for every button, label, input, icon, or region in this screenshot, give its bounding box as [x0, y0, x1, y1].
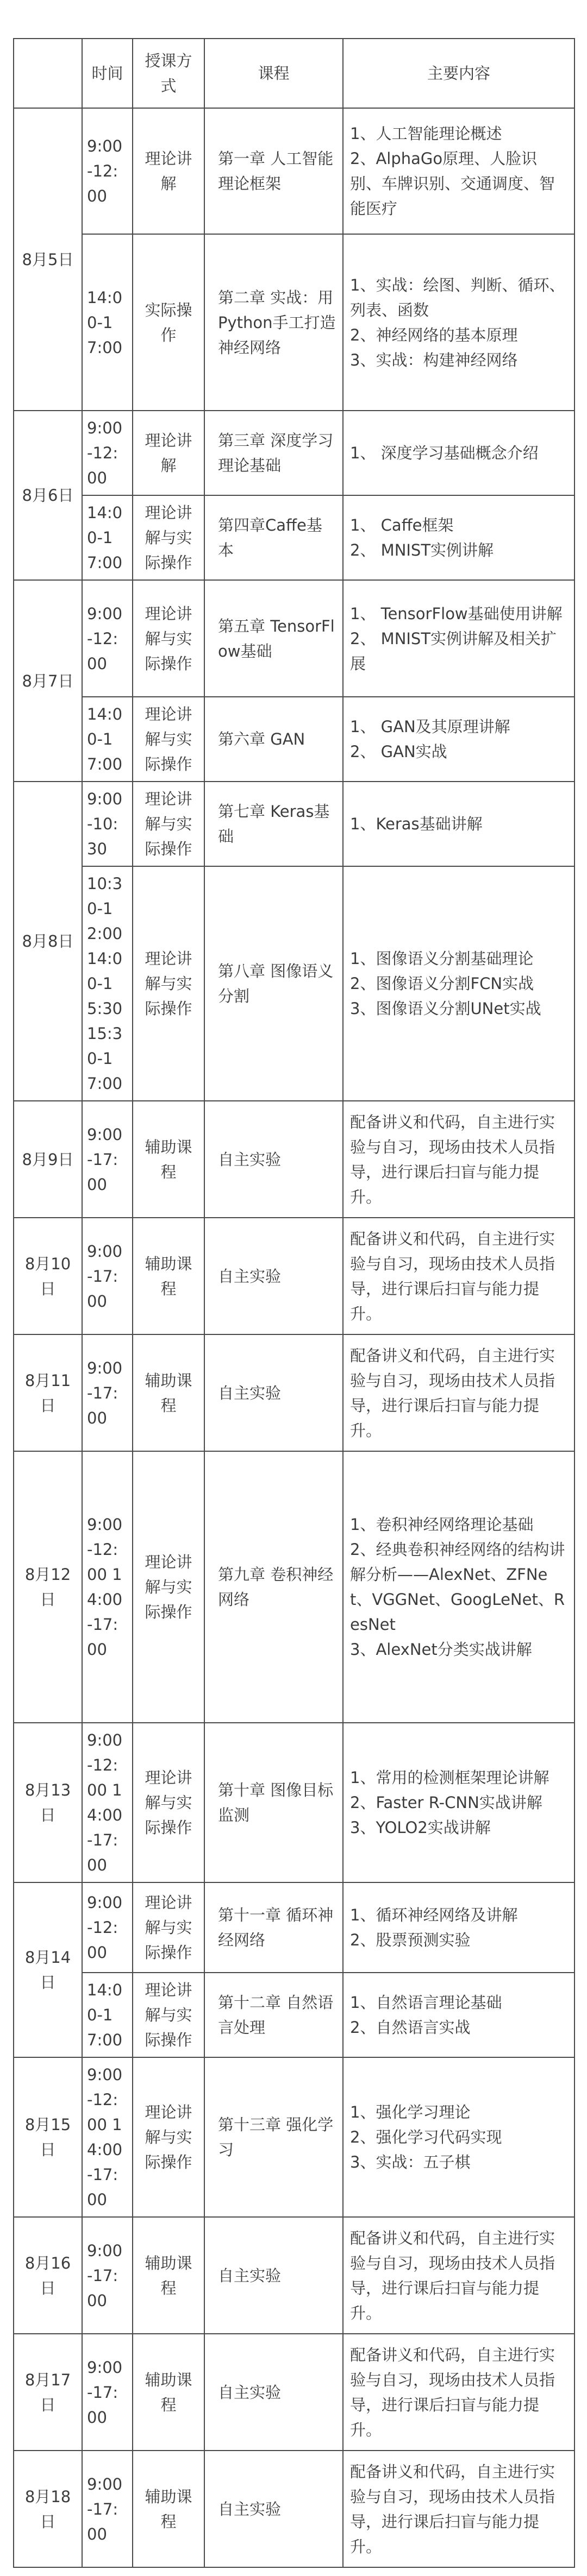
table-row [14, 1451, 574, 1723]
method-cell: 实际操作 [133, 234, 204, 411]
content-cell [343, 1882, 574, 1973]
method-cell: 理论讲解 [133, 411, 204, 495]
method-cell: 辅助课程 [133, 2217, 204, 2334]
table-row [14, 1723, 574, 1882]
date-cell: 8月10日 [14, 1218, 82, 1334]
table-row [14, 2451, 574, 2567]
content-cell [343, 234, 574, 411]
table-row [14, 1882, 574, 1973]
content-line: 1、 Caffe框架 [350, 516, 454, 534]
content-cell [343, 2451, 574, 2567]
content-cell [343, 2057, 574, 2217]
date-cell: 8月12日 [14, 1451, 82, 1723]
time-cell: 9:00-17:00 [82, 1334, 133, 1451]
content-line: 2、自然语言实战 [350, 2018, 471, 2037]
time-cell: 9:00-17:00 [82, 2217, 133, 2334]
table-row [14, 1218, 574, 1334]
content-line: 1、人工智能理论概述 [350, 124, 502, 143]
time-cell: 9:00-17:00 [82, 2334, 133, 2451]
course-cell: 自主实验 [204, 1334, 343, 1451]
content-cell [343, 1101, 574, 1218]
content-line: 配备讲义和代码，自主进行实验与自习，现场由技术人员指导，进行课后扫盲与能力提升。 [350, 1229, 555, 1323]
table-row [14, 495, 574, 580]
content-line: 2、AlphaGo原理、人脸识别、车牌识别、交通调度、智能医疗 [350, 149, 555, 218]
table-row [14, 1101, 574, 1218]
date-cell: 8月7日 [14, 580, 82, 782]
course-cell: 第十章 图像目标监测 [204, 1723, 343, 1882]
time-cell: 14:00-17:00 [82, 1973, 133, 2057]
header-time: 时间 [82, 39, 133, 108]
course-cell: 自主实验 [204, 2334, 343, 2451]
table-row [14, 1334, 574, 1451]
content-cell [343, 1723, 574, 1882]
date-cell: 8月6日 [14, 411, 82, 580]
course-cell: 自主实验 [204, 1101, 343, 1218]
schedule-table [13, 38, 575, 2568]
course-cell: 第七章 Keras基础 [204, 782, 343, 866]
table-row [14, 2334, 574, 2451]
course-cell: 第五章 TensorFlow基础 [204, 580, 343, 697]
content-cell [343, 1451, 574, 1723]
content-cell [343, 495, 574, 580]
content-cell [343, 411, 574, 495]
content-line: 3、YOLO2实战讲解 [350, 1818, 491, 1837]
content-line: 2、 GAN实战 [350, 742, 447, 761]
course-cell: 第十二章 自然语言处理 [204, 1973, 343, 2057]
date-cell: 8月13日 [14, 1723, 82, 1882]
time-cell: 14:00-17:00 [82, 495, 133, 580]
course-cell: 自主实验 [204, 2451, 343, 2567]
content-cell [343, 580, 574, 697]
content-line: 1、循环神经网络及讲解 [350, 1906, 518, 1924]
time-cell: 14:00-17:00 [82, 697, 133, 782]
content-cell [343, 2334, 574, 2451]
content-line: 配备讲义和代码，自主进行实验与自习，现场由技术人员指导，进行课后扫盲与能力提升。 [350, 1346, 555, 1440]
schedule-body [14, 108, 574, 2567]
date-cell: 8月16日 [14, 2217, 82, 2334]
table-row [14, 2057, 574, 2217]
time-cell: 9:00-12:00 14:00-17:00 [82, 1723, 133, 1882]
method-cell: 理论讲解与实际操作 [133, 1451, 204, 1723]
content-line: 配备讲义和代码，自主进行实验与自习，现场由技术人员指导，进行课后扫盲与能力提升。 [350, 1112, 555, 1206]
content-line: 1、图像语义分割基础理论 [350, 949, 534, 968]
content-cell [343, 1973, 574, 2057]
method-cell: 辅助课程 [133, 1101, 204, 1218]
course-cell: 第三章 深度学习理论基础 [204, 411, 343, 495]
content-line: 配备讲义和代码，自主进行实验与自习，现场由技术人员指导，进行课后扫盲与能力提升。 [350, 2462, 555, 2556]
content-cell [343, 2217, 574, 2334]
date-cell: 8月18日 [14, 2451, 82, 2567]
date-cell: 8月8日 [14, 782, 82, 1101]
time-cell: 9:00-12:00 14:00-17:00 [82, 2057, 133, 2217]
method-cell: 理论讲解与实际操作 [133, 580, 204, 697]
content-cell [343, 108, 574, 234]
header-row [14, 39, 574, 108]
date-cell: 8月5日 [14, 108, 82, 411]
content-line: 配备讲义和代码，自主进行实验与自习，现场由技术人员指导，进行课后扫盲与能力提升。 [350, 2228, 555, 2322]
time-cell: 9:00-17:00 [82, 1101, 133, 1218]
content-line: 1、自然语言理论基础 [350, 1993, 502, 2012]
content-line: 2、 MNIST实例讲解及相关扩展 [350, 629, 557, 673]
content-line: 1、Keras基础讲解 [350, 815, 483, 833]
content-line: 2、神经网络的基本原理 [350, 325, 518, 344]
method-cell: 理论讲解与实际操作 [133, 1973, 204, 2057]
course-cell: 第四章Caffe基本 [204, 495, 343, 580]
content-line: 1、常用的检测框架理论讲解 [350, 1768, 549, 1787]
course-cell: 自主实验 [204, 1218, 343, 1334]
header-content: 主要内容 [343, 39, 574, 108]
table-row [14, 1973, 574, 2057]
table-row [14, 108, 574, 234]
content-cell [343, 782, 574, 866]
method-cell: 理论讲解与实际操作 [133, 782, 204, 866]
method-cell: 理论讲解与实际操作 [133, 1882, 204, 1973]
time-cell: 9:00-12:00 [82, 411, 133, 495]
content-line: 3、实战：构建神经网络 [350, 350, 518, 369]
content-cell [343, 866, 574, 1101]
method-cell: 辅助课程 [133, 2451, 204, 2567]
date-cell: 8月11日 [14, 1334, 82, 1451]
content-line: 1、卷积神经网络理论基础 [350, 1515, 534, 1534]
course-cell: 自主实验 [204, 2217, 343, 2334]
schedule-header [14, 39, 574, 108]
method-cell: 辅助课程 [133, 2334, 204, 2451]
method-cell: 理论讲解与实际操作 [133, 866, 204, 1101]
header-method: 授课方式 [133, 39, 204, 108]
content-line: 2、Faster R-CNN实战讲解 [350, 1793, 542, 1812]
content-line: 2、股票预测实验 [350, 1931, 471, 1949]
time-cell: 9:00-12:00 [82, 1882, 133, 1973]
content-line: 1、 深度学习基础概念介绍 [350, 444, 539, 462]
table-row [14, 866, 574, 1101]
content-cell [343, 697, 574, 782]
table-row [14, 697, 574, 782]
content-line: 2、经典卷积神经网络的结构讲解分析——AlexNet、ZFNet、VGGNet、GoogLeNet、ResNet [350, 1540, 565, 1634]
content-cell [343, 1218, 574, 1334]
content-line: 3、AlexNet分类实战讲解 [350, 1640, 532, 1659]
method-cell: 理论讲解与实际操作 [133, 697, 204, 782]
method-cell: 理论讲解 [133, 108, 204, 234]
time-cell: 9:00-12:00 [82, 108, 133, 234]
time-cell: 10:30-12:00 14:00-15:30 15:30-17:00 [82, 866, 133, 1101]
time-cell: 14:00-17:00 [82, 234, 133, 411]
content-line: 2、 MNIST实例讲解 [350, 541, 494, 559]
method-cell: 辅助课程 [133, 1218, 204, 1334]
course-cell: 第二章 实战：用Python手工打造神经网络 [204, 234, 343, 411]
date-cell: 8月17日 [14, 2334, 82, 2451]
course-cell: 第十三章 强化学习 [204, 2057, 343, 2217]
course-cell: 第八章 图像语义分割 [204, 866, 343, 1101]
content-line: 1、 TensorFlow基础使用讲解 [350, 604, 563, 623]
method-cell: 理论讲解与实际操作 [133, 1723, 204, 1882]
header-date [14, 39, 82, 108]
table-row [14, 782, 574, 866]
course-cell: 第九章 卷积神经网络 [204, 1451, 343, 1723]
method-cell: 理论讲解与实际操作 [133, 2057, 204, 2217]
course-cell: 第一章 人工智能理论框架 [204, 108, 343, 234]
content-line: 配备讲义和代码，自主进行实验与自习，现场由技术人员指导，进行课后扫盲与能力提升。 [350, 2345, 555, 2439]
content-line: 2、强化学习代码实现 [350, 2128, 502, 2146]
time-cell: 9:00-17:00 [82, 1218, 133, 1334]
header-course: 课程 [204, 39, 343, 108]
table-row [14, 234, 574, 411]
content-line: 1、实战：绘图、判断、循环、列表、函数 [350, 275, 565, 319]
table-row [14, 2217, 574, 2334]
date-cell: 8月14日 [14, 1882, 82, 2057]
content-line: 3、实战：五子棋 [350, 2153, 471, 2171]
content-line: 3、图像语义分割UNet实战 [350, 999, 541, 1018]
content-line: 2、图像语义分割FCN实战 [350, 974, 534, 993]
table-row [14, 580, 574, 697]
date-cell: 8月9日 [14, 1101, 82, 1218]
course-cell: 第十一章 循环神经网络 [204, 1882, 343, 1973]
time-cell: 9:00-17:00 [82, 2451, 133, 2567]
date-cell: 8月15日 [14, 2057, 82, 2217]
method-cell: 辅助课程 [133, 1334, 204, 1451]
content-line: 1、强化学习理论 [350, 2103, 471, 2121]
time-cell: 9:00-10:30 [82, 782, 133, 866]
content-line: 1、 GAN及其原理讲解 [350, 717, 510, 736]
time-cell: 9:00-12:00 [82, 580, 133, 697]
content-cell [343, 1334, 574, 1451]
method-cell: 理论讲解与实际操作 [133, 495, 204, 580]
time-cell: 9:00-12:00 14:00-17:00 [82, 1451, 133, 1723]
table-row [14, 411, 574, 495]
course-cell: 第六章 GAN [204, 697, 343, 782]
